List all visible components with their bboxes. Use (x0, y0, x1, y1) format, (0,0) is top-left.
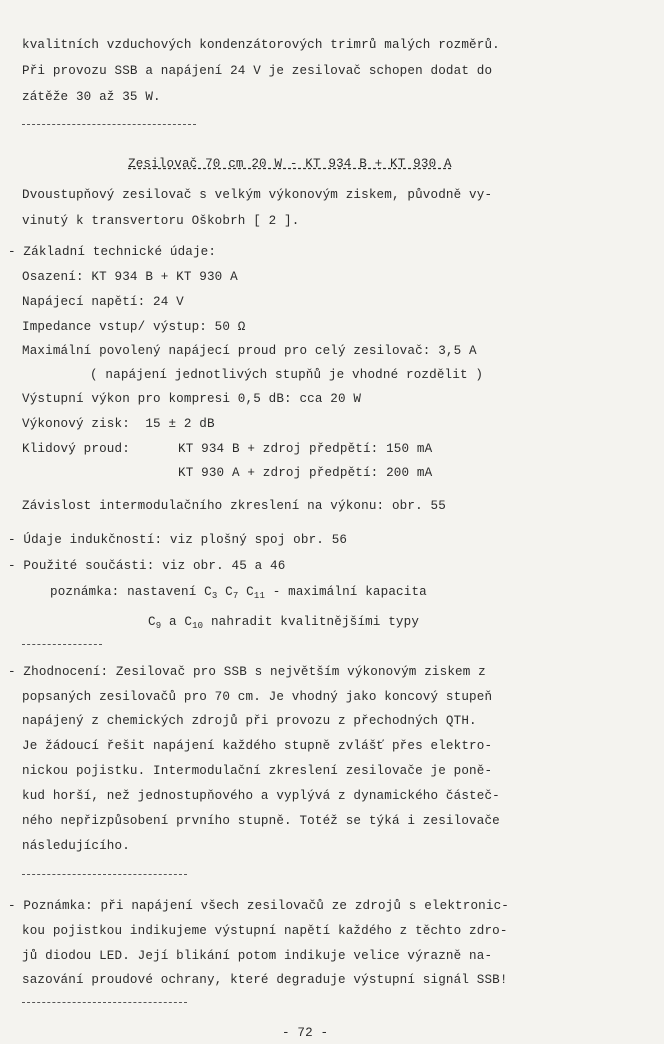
evaluation-line: - Zhodnocení: Zesilovač pro SSB s největším výkonovým ziskem z (8, 665, 486, 679)
capacitor-c11: $C_{11}$ (246, 585, 265, 601)
note-line (50, 584, 427, 600)
spec-line: Maximální povolený napájecí proud pro celý zesilovač: 3,5 A (22, 344, 477, 358)
spec-line: ( napájení jednotlivých stupňů je vhodné rozdělit ) (90, 368, 484, 382)
remark-line: kou pojistkou indikujeme výstupní napětí každého z těchto zdro- (22, 924, 508, 938)
note-suffix: - maximální kapacita (265, 585, 427, 599)
note-and: a (161, 615, 185, 629)
intro-line: Při provozu SSB a napájení 24 V je zesilovač schopen dodat do (22, 64, 493, 78)
spec-line: KT 930 A + zdroj předpětí: 200 mA (178, 466, 433, 480)
separator-rule (22, 124, 196, 125)
capacitor-c7: $C_7$ (225, 585, 239, 601)
separator-rule (22, 644, 102, 645)
evaluation-line: následujícího. (22, 839, 130, 853)
spec-label: Klidový proud: (22, 442, 130, 456)
note-line (148, 614, 419, 630)
evaluation-line: kud horší, než jednostupňového a vyplývá z dynamického částeč- (22, 789, 500, 803)
spec-line: Výstupní výkon pro kompresi 0,5 dB: cca 20 W (22, 392, 362, 406)
section-title: Zesilovač 70 cm 20 W - KT 934 B + KT 930 A (128, 157, 452, 171)
capacitor-c3: $C_3$ (204, 585, 218, 601)
description-line: Dvoustupňový zesilovač s velkým výkonovým ziskem, původně vy- (22, 188, 493, 202)
spec-line: KT 934 B + zdroj předpětí: 150 mA (178, 442, 433, 456)
parts-line: - Použité součásti: viz obr. 45 a 46 (8, 559, 286, 573)
spec-line: Napájecí napětí: 24 V (22, 295, 184, 309)
spec-line: Osazení: KT 934 B + KT 930 A (22, 270, 238, 284)
remark-line: jů diodou LED. Její blikání potom indikuje velice výrazně na- (22, 949, 493, 963)
capacitor-c10: $C_{10}$ (184, 615, 204, 631)
separator-rule (22, 1002, 187, 1003)
evaluation-line: ného nepřizpůsobení prvního stupně. Totéž se týká i zesilovače (22, 814, 500, 828)
note-prefix: poznámka: nastavení (50, 585, 197, 599)
capacitor-c9: $C_9$ (148, 615, 162, 631)
remark-line: sazování proudové ochrany, které degraduje výstupní signál SSB! (22, 973, 508, 987)
spec-line: Závislost intermodulačního zkreslení na výkonu: obr. 55 (22, 499, 446, 513)
specs-heading: - Základní technické údaje: (8, 245, 217, 259)
evaluation-line: Je žádoucí řešit napájení každého stupně zvlášť přes elektro- (22, 739, 493, 753)
spec-line: Impedance vstup/ výstup: 50 Ω (22, 320, 246, 334)
intro-line: zátěže 30 až 35 W. (22, 90, 161, 104)
remark-line: - Poznámka: při napájení všech zesilovačů ze zdrojů s elektronic- (8, 899, 509, 913)
description-line: vinutý k transvertoru Oškobrh [ 2 ]. (22, 214, 300, 228)
inductance-line: - Údaje indukčností: viz plošný spoj obr. 56 (8, 533, 348, 547)
evaluation-line: nickou pojistku. Intermodulační zkreslení zesilovače je poně- (22, 764, 493, 778)
intro-line: kvalitních vzduchových kondenzátorových trimrů malých rozměrů. (22, 38, 500, 52)
evaluation-line: napájený z chemických zdrojů při provozu z přechodných QTH. (22, 714, 477, 728)
separator-rule (22, 874, 187, 875)
spec-line: Výkonový zisk: 15 ± 2 dB (22, 417, 215, 431)
page-number: - 72 - (282, 1026, 329, 1040)
evaluation-line: popsaných zesilovačů pro 70 cm. Je vhodný jako koncový stupeň (22, 690, 493, 704)
note-replace: nahradit kvalitnějšími typy (203, 615, 420, 629)
